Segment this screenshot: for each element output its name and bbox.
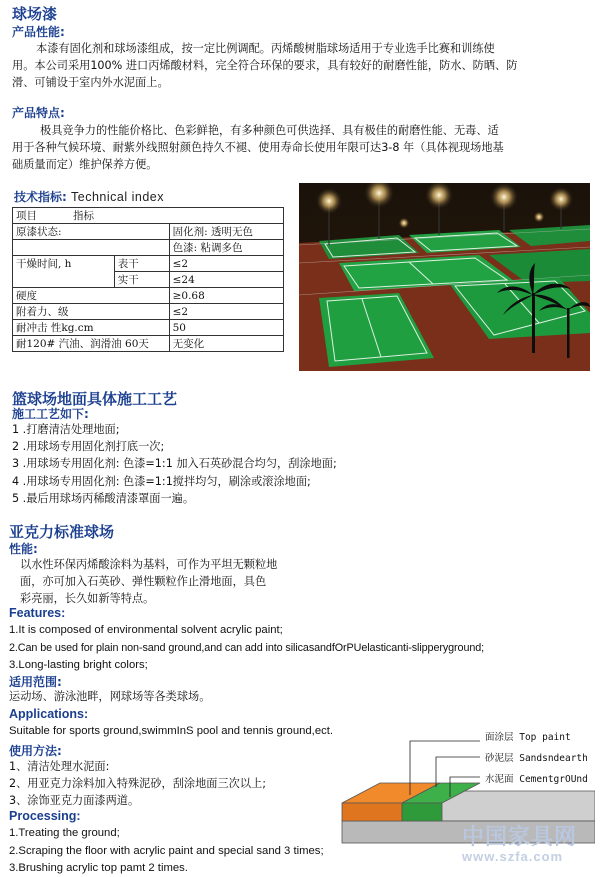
table-row [13, 240, 284, 256]
acrylic-perf-heading: 性能: [9, 542, 38, 556]
diagram-label-cement: 水泥面 CementgrOUnd [485, 774, 588, 785]
basketball-subheading: 施工工艺如下: [12, 407, 89, 421]
features-paragraph [12, 122, 592, 173]
list-item: 2 .用球场专用固化剂打底一次; [12, 440, 165, 454]
page-title: 球场漆 [12, 5, 58, 23]
processing-heading: Processing: [9, 809, 81, 823]
acrylic-perf-paragraph [20, 556, 340, 607]
table-cell: 50 [169, 320, 283, 336]
usage-heading: 使用方法: [9, 744, 62, 758]
table-cell: 实干 [114, 272, 169, 288]
table-cell: 干燥时间, h [13, 256, 115, 288]
features-line: 极具竞争力的性能价格比、色彩鲜艳，有多种颜色可供选择、具有极佳的耐磨性能、无毒、适 [40, 124, 499, 137]
features-line: 用于各种气候环境、耐紫外线照射颜色持久不褪、使用寿命长使用年限可达3-8 年（具体视现场地基 [12, 141, 504, 154]
table-cell: 色漆: 粘调多色 [169, 240, 283, 256]
usage-list [9, 758, 339, 809]
list-item: 2.Scraping the floor with acrylic paint and special sand 3 times; [9, 844, 324, 857]
performance-line: 本漆有固化剂和球场漆组成，按一定比例调配。丙烯酸树脂球场适用于专业选手比赛和训练使 [36, 42, 495, 55]
list-item: 2.Can be used for plain non-sand ground,and can add into silicasandfOrPUelasticanti-slipperyground; [9, 641, 485, 654]
table-row [13, 208, 284, 224]
table-cell: 原漆状态: [13, 224, 170, 240]
tech-heading-cn: 技术指标: [14, 190, 67, 204]
table-cell: 项目 指标 [13, 208, 284, 224]
list-item: 3.Brushing acrylic top pamt 2 times. [9, 862, 188, 874]
list-item: 4 .用球场专用固化剂: 色漆=1:1搅拌均匀，刷涂或滚涂地面; [12, 474, 311, 488]
table-cell: 耐冲击 性kg.cm [13, 320, 170, 336]
table-cell: 无变化 [169, 336, 283, 352]
scope-text: 运动场、游泳池畔，网球场等各类球场。 [9, 690, 211, 703]
diagram-label-top: 面涂层 Top paint [485, 732, 571, 743]
list-item: 3 .用球场专用固化剂: 色漆=1:1 加入石英砂混合均匀，刮涂地面; [12, 457, 337, 471]
table-row [13, 256, 284, 272]
table-cell: 硬度 [13, 288, 170, 304]
watermark-url: www.szfa.com [462, 849, 564, 864]
performance-line: 滑、可铺设于室内外水泥面上。 [12, 76, 169, 89]
performance-heading: 产品性能: [12, 25, 65, 39]
table-row [13, 304, 284, 320]
table-cell: 附着力、级 [13, 304, 170, 320]
list-item: 3、涂饰亚克力面漆两道。 [9, 794, 140, 807]
watermark-site-name: 中国家具网 [462, 825, 578, 850]
scope-heading: 适用范围: [9, 675, 62, 689]
table-row [13, 224, 284, 240]
features-line: 础质量而定）维护保养方便。 [12, 158, 158, 171]
list-item: 1、清洁处理水泥面: [9, 760, 110, 773]
table-cell: ≥0.68 [169, 288, 283, 304]
list-item: 1 .打磨清洁处理地面; [12, 423, 120, 436]
table-cell: ≤2 [169, 304, 283, 320]
features-en-heading: Features: [9, 606, 66, 620]
table-cell: 耐120# 汽油、润滑油 60天 [13, 336, 170, 352]
basketball-steps [12, 421, 572, 507]
tech-heading-en: Technical index [71, 190, 164, 204]
table-cell: ≤2 [169, 256, 283, 272]
list-item: 2、用亚克力涂料加入特殊泥砂，刮涂地面三次以上; [9, 777, 267, 790]
list-item: 1.Treating the ground; [9, 827, 120, 839]
list-item: 1.It is composed of environmental solvent acrylic paint; [9, 624, 283, 636]
performance-line: 用。本公司采用100% 进口丙烯酸材料，完全符合环保的要求，具有较好的耐磨性能，防水、防晒、防 [12, 59, 518, 72]
basketball-title: 篮球场地面具体施工工艺 [12, 390, 178, 408]
table-cell [13, 240, 170, 256]
table-cell: ≤24 [169, 272, 283, 288]
performance-paragraph [12, 40, 592, 91]
table-row [13, 336, 284, 352]
acrylic-perf-line: 面，亦可加入石英砂、弹性颗粒作止滑地面，具色 [20, 575, 267, 588]
applications-text: Suitable for sports ground,swimmInS pool and tennis ground,ect. [9, 725, 334, 737]
tech-spec-table [12, 207, 284, 352]
features-heading: 产品特点: [12, 106, 65, 120]
tech-heading [14, 188, 164, 205]
list-item: 3.Long-lasting bright colors; [9, 659, 148, 671]
acrylic-title: 亚克力标准球场 [9, 523, 115, 541]
table-cell: 表干 [114, 256, 169, 272]
table-cell: 固化剂: 透明无色 [169, 224, 283, 240]
table-row [13, 320, 284, 336]
court-photo [299, 183, 590, 371]
acrylic-perf-line: 彩亮丽，长久如新等特点。 [20, 592, 155, 605]
diagram-label-sand: 砂泥层 Sandsndearth [485, 753, 588, 764]
court-photo-illustration [299, 183, 590, 371]
acrylic-perf-line: 以水性环保丙烯酸涂料为基料，可作为平坦无颗粒地 [20, 558, 278, 571]
table-row [13, 288, 284, 304]
list-item: 5 .最后用球场丙稀酸清漆罩面一遍。 [12, 491, 195, 505]
applications-heading: Applications: [9, 707, 89, 721]
features-en-list [9, 622, 594, 675]
